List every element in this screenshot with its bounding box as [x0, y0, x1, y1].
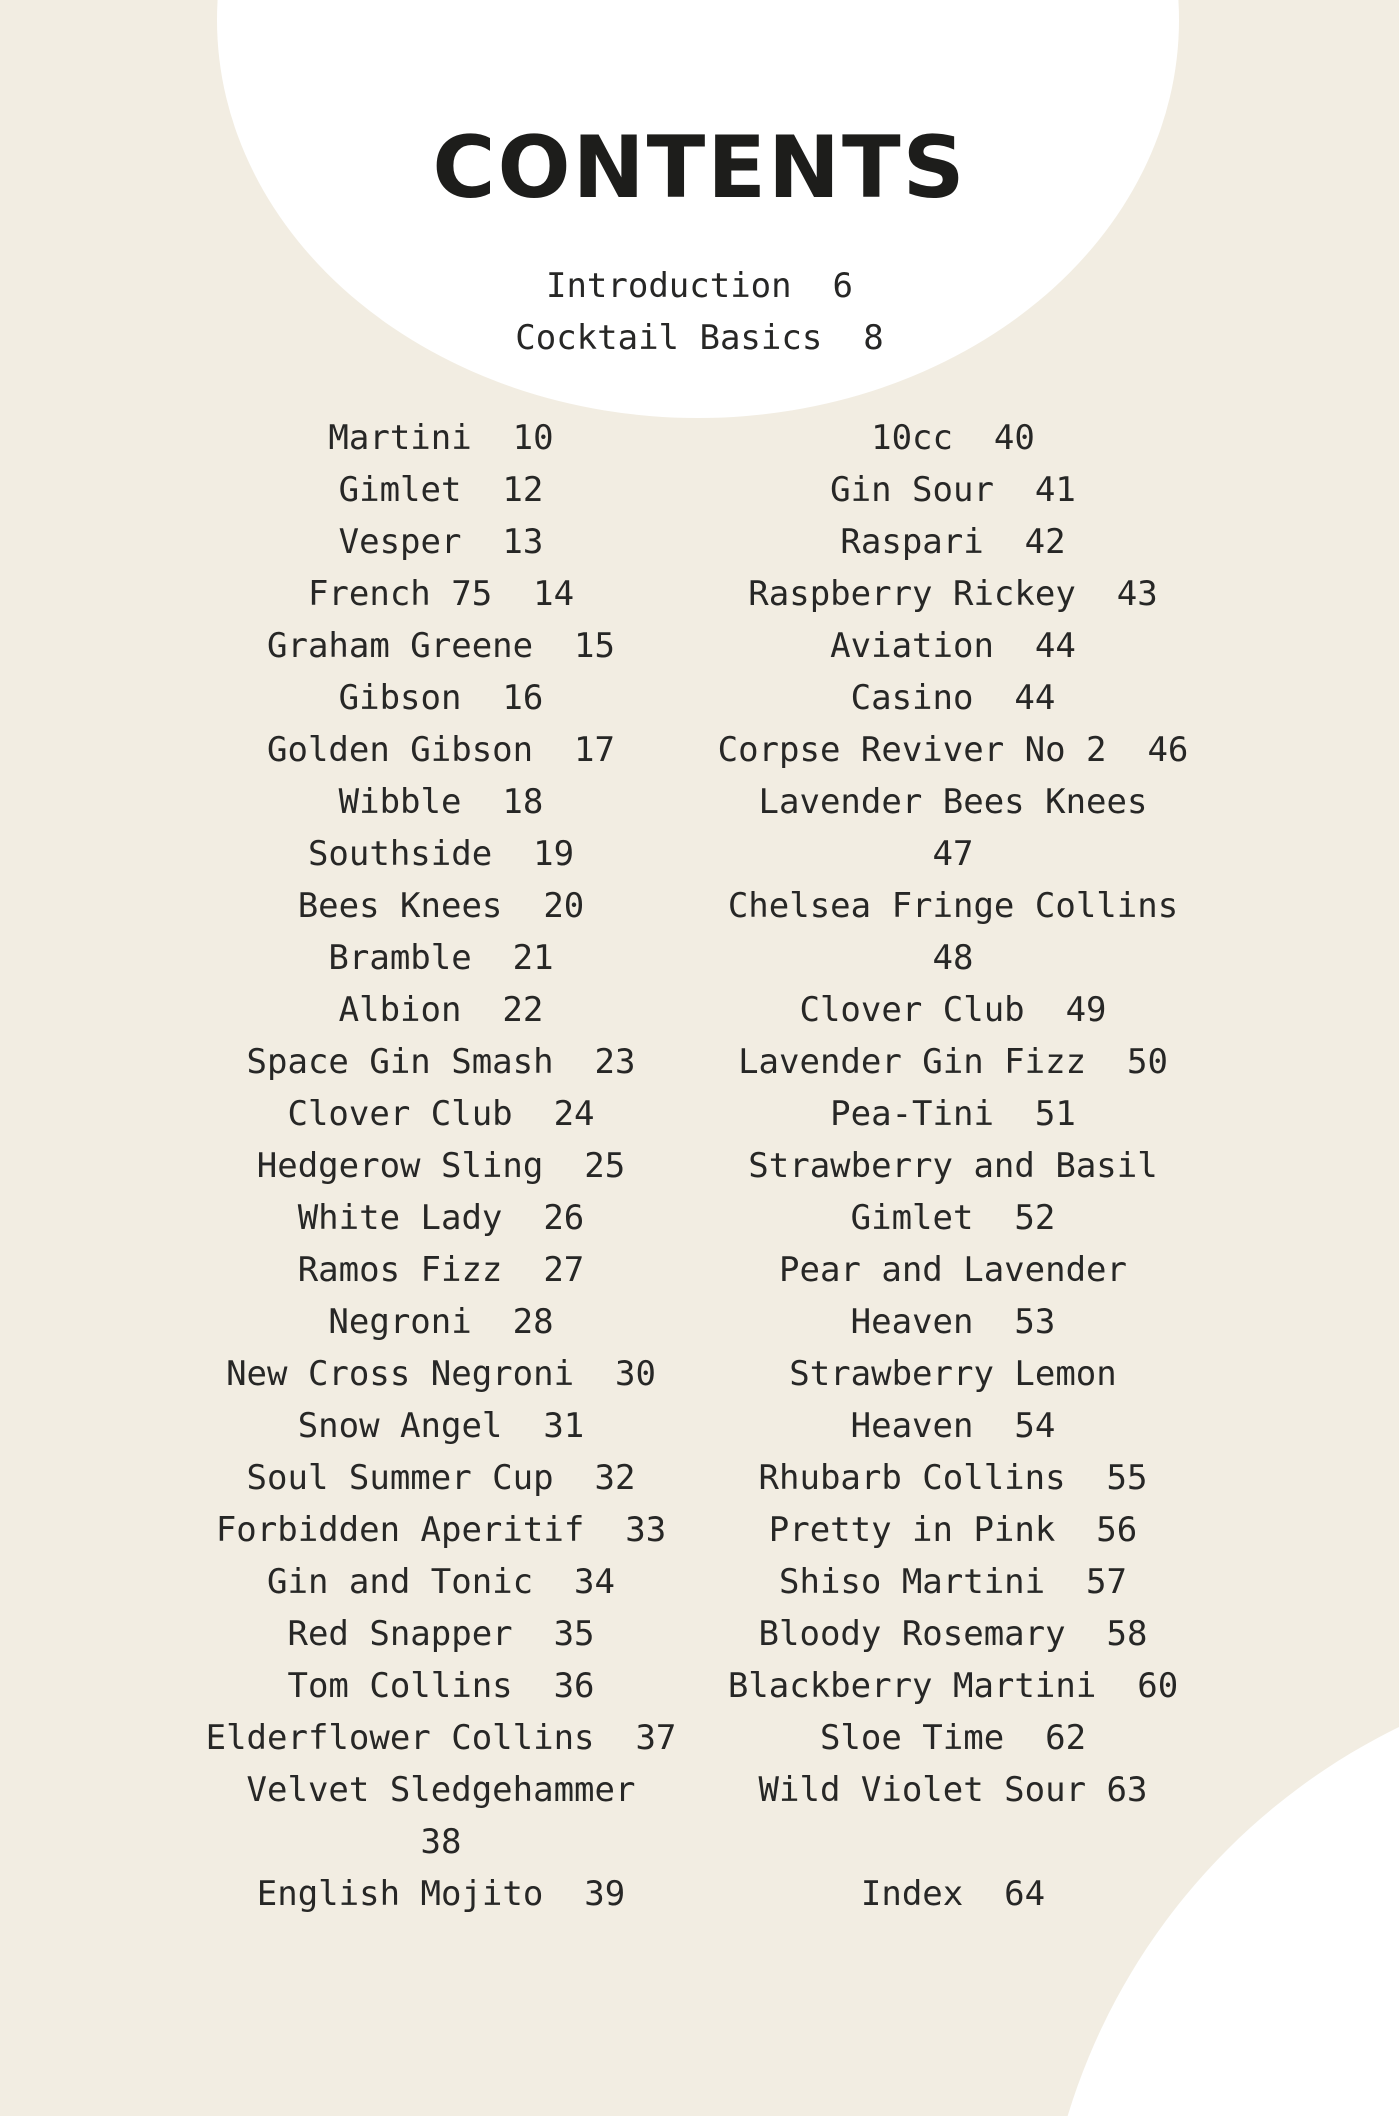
toc-entry: Gibson 16	[338, 678, 544, 718]
toc-entry: Pear and Lavender	[779, 1250, 1127, 1290]
page-title: CONTENTS	[432, 118, 967, 218]
toc-entry: Sloe Time 62	[819, 1718, 1087, 1758]
toc-entry: Bloody Rosemary 58	[758, 1614, 1148, 1654]
toc-entry: Pea-Tini 51	[830, 1094, 1076, 1134]
toc-entry	[713, 1816, 1193, 1868]
toc-entry: White Lady 26	[297, 1198, 585, 1238]
toc-entry: Bees Knees 20	[297, 886, 585, 926]
toc-entry: French 75 14	[307, 574, 575, 614]
toc-entry: Martini 10	[328, 418, 554, 458]
toc-entry: Bramble 21	[328, 938, 554, 978]
toc-entry: Golden Gibson 17	[267, 730, 615, 770]
toc-entry: Chelsea Fringe Collins	[727, 886, 1179, 926]
toc-entry: Shiso Martini 57	[779, 1562, 1127, 1602]
toc-entry: Strawberry and Basil	[748, 1146, 1158, 1186]
toc-entry: English Mojito 39	[256, 1874, 626, 1914]
toc-column-left	[201, 412, 681, 1920]
toc-entry: Snow Angel 31	[297, 1406, 585, 1446]
toc-entry: Southside 19	[307, 834, 575, 874]
toc-entry: Aviation 44	[830, 626, 1076, 666]
toc-entry: Index 64	[860, 1874, 1046, 1914]
toc-entry: Wibble 18	[338, 782, 544, 822]
toc-entry: Graham Greene 15	[267, 626, 615, 666]
toc-entry: Hedgerow Sling 25	[256, 1146, 626, 1186]
toc-entry: Albion 22	[338, 990, 544, 1030]
toc-entry: Elderflower Collins 37	[205, 1718, 677, 1758]
toc-entry: Pretty in Pink 56	[768, 1510, 1138, 1550]
toc-entry: Ramos Fizz 27	[297, 1250, 585, 1290]
toc-entry: 48	[932, 938, 974, 978]
intro-list	[0, 260, 1399, 364]
toc-entry: Cocktail Basics 8	[515, 318, 884, 358]
toc-entry: Heaven 54	[850, 1406, 1056, 1446]
toc-entry: Velvet Sledgehammer	[246, 1770, 636, 1810]
toc-entry: Gimlet 12	[338, 470, 544, 510]
toc-entry: Clover Club 49	[799, 990, 1107, 1030]
toc-entry: 10cc 40	[871, 418, 1035, 458]
toc-entry: Clover Club 24	[287, 1094, 595, 1134]
toc-entry: Negroni 28	[328, 1302, 554, 1342]
toc-entry: 47	[932, 834, 974, 874]
toc-entry: Wild Violet Sour 63	[758, 1770, 1148, 1810]
toc-entry: Red Snapper 35	[287, 1614, 595, 1654]
toc-entry: Raspberry Rickey 43	[748, 574, 1158, 614]
toc-column-right	[713, 412, 1193, 1920]
toc-entry: Soul Summer Cup 32	[246, 1458, 636, 1498]
toc-entry: Tom Collins 36	[287, 1666, 595, 1706]
toc-entry: Gimlet 52	[850, 1198, 1056, 1238]
toc-entry: Casino 44	[850, 678, 1056, 718]
toc-entry: Corpse Reviver No 2 46	[717, 730, 1189, 770]
toc-entry: Raspari 42	[840, 522, 1066, 562]
toc-entry: 38	[420, 1822, 462, 1862]
toc-entry: Blackberry Martini 60	[727, 1666, 1179, 1706]
toc-entry: Lavender Bees Knees	[758, 782, 1148, 822]
toc-entry: Introduction 6	[545, 266, 854, 306]
toc-entry: Space Gin Smash 23	[246, 1042, 636, 1082]
toc-entry: Heaven 53	[850, 1302, 1056, 1342]
toc-entry: Vesper 13	[338, 522, 544, 562]
toc-entry: Rhubarb Collins 55	[758, 1458, 1148, 1498]
toc-entry: New Cross Negroni 30	[226, 1354, 656, 1394]
toc-entry: Strawberry Lemon	[789, 1354, 1117, 1394]
toc-entry: Gin and Tonic 34	[267, 1562, 615, 1602]
toc-entry: Forbidden Aperitif 33	[215, 1510, 667, 1550]
toc-entry: Gin Sour 41	[830, 470, 1076, 510]
toc-entry: Lavender Gin Fizz 50	[738, 1042, 1168, 1082]
